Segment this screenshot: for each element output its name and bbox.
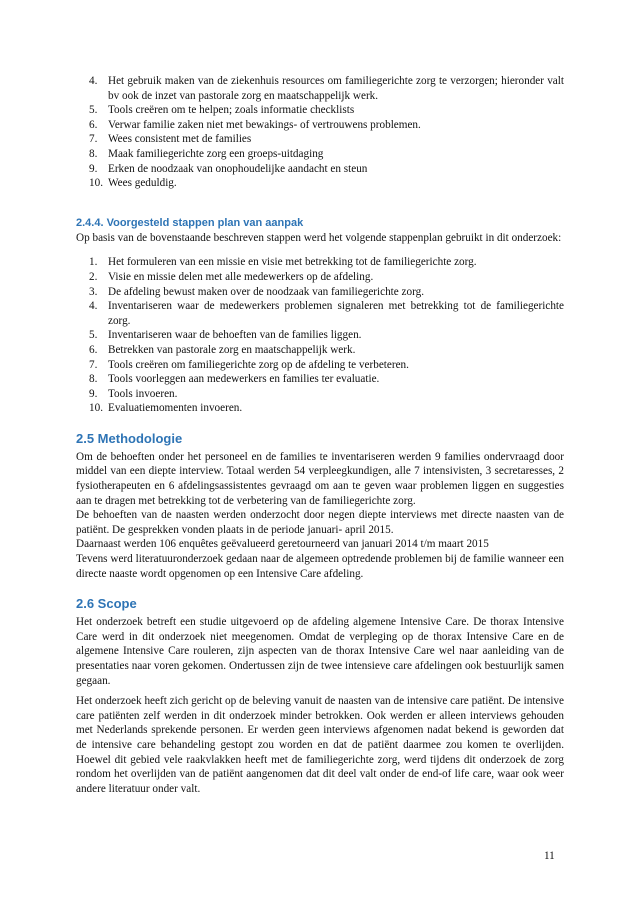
list-item: 5. Tools creëren om te helpen; zoals informatie checklists	[89, 104, 355, 117]
list-item: 2. Visie en missie delen met alle medewerkers op de afdeling.	[89, 270, 374, 283]
paragraph: Tevens werd literatuuronderzoek gedaan naar de algemeen optredende problemen bij de familie wanneer een directe naaste wordt opgenomen op een Intensive Care afdeling.	[76, 553, 564, 580]
list-item: 8. Tools voorleggen aan medewerkers en families ter evaluatie.	[89, 373, 380, 386]
list-item: 6. Verwar familie zaken niet met bewakings- of vertrouwens problemen.	[89, 118, 421, 131]
list-item: 7. Tools creëren om familiegerichte zorg op de afdeling te verbeteren.	[89, 358, 409, 371]
list-item: 1. Het formuleren van een missie en visie met betrekking tot de familiegerichte zorg.	[89, 256, 477, 269]
list-item: 5. Inventariseren waar de behoeften van de families liggen.	[89, 329, 362, 342]
list-item: 8. Maak familiegerichte zorg een groeps-uitdaging	[89, 147, 324, 160]
section-heading-2-5: 2.5 Methodologie	[76, 430, 183, 446]
section-heading-2-4-4: 2.4.4. Voorgesteld stappen plan van aanpak	[76, 216, 304, 229]
guideline-list	[76, 74, 564, 191]
paragraph: Daarnaast werden 106 enquêtes geëvalueerd geretourneerd van januari 2014 t/m maart 2015	[76, 538, 489, 551]
paragraph: Om de behoeften onder het personeel en de families te inventariseren werden 9 families ondervraagd door middel van een diepte interview. Totaal werden 54 verpleegkundigen, alle 7 intensivisten, 3 secretaresses, 2 fysiotherapeuten en 6 afdelingsassistentes gevraagd om aan te geven waar problemen liggen en suggesties aan te dragen met betrekking tot de verbetering van de familiegerichte zorg.	[76, 450, 564, 507]
step-plan-list	[76, 255, 564, 416]
list-item: 9. Tools invoeren.	[89, 387, 178, 400]
list-item: 9. Erken de noodzaak van onophoudelijke aandacht en steun	[89, 162, 368, 175]
section-intro: Op basis van de bovenstaande beschreven stappen werd het volgende stappenplan gebruikt in dit onderzoek:	[76, 231, 562, 244]
list-item: 3. De afdeling bewust maken over de noodzaak van familiegerichte zorg.	[89, 285, 425, 298]
page-content	[76, 74, 564, 796]
list-item: 4. Inventariseren waar de medewerkers problemen signaleren met betrekking tot de familiegerichte zorg.	[89, 300, 564, 327]
list-item: 7. Wees consistent met de families	[89, 133, 252, 146]
page-number: 11	[544, 850, 555, 862]
list-item: 10. Evaluatiemomenten invoeren.	[89, 402, 243, 415]
paragraph: De behoeften van de naasten werden onderzocht door negen diepte interviews met directe naasten van de patiënt. De gesprekken vonden plaats in de periode januari- april 2015.	[76, 509, 564, 536]
list-item: 10. Wees geduldig.	[89, 177, 177, 190]
list-item: 6. Betrekken van pastorale zorg en maatschappelijk werk.	[89, 343, 356, 356]
list-item: 4. Het gebruik maken van de ziekenhuis resources om familiegerichte zorg te verzorgen; hieronder valt bv ook de inzet van pastorale zorg en maatschappelijk werk.	[89, 75, 564, 102]
paragraph: Het onderzoek heeft zich gericht op de beleving vanuit de naasten van de intensive care patiënt. De intensive care patiënten zelf werden in dit onderzoek minder betrokken. Ook werden er alleen interviews gehouden met Nederlands sprekende personen. Er werden geen interviews afgenomen nadat bekend is geworden dat de intensive care behandeling gestopt zou worden en dat de patiënt daarmee zou komen te overlijden. Hoewel dit gebied vele raakvlakken heeft met de familiegerichte zorg, werd tijdens dit onderzoek de zorg rondom het overlijden van de patiënt aangenomen dat dit deel valt onder de end-of life care, waar ook weer andere literatuur onder valt.	[76, 695, 564, 795]
section-heading-2-6: 2.6 Scope	[76, 596, 137, 612]
paragraph: Het onderzoek betreft een studie uitgevoerd op de afdeling algemene Intensive Care. De thorax Intensive Care werd in dit onderzoek niet meegenomen. Omdat de verpleging op de thorax Intensive Care en de algemene Intensive Care rouleren, zijn aspecten van de thorax Intensive Care wel naar aanleiding van de presentaties naar voren gekomen. Ondertussen zijn de twee intensieve care afdelingen ook bestuurlijk samen gegaan.	[76, 616, 564, 687]
